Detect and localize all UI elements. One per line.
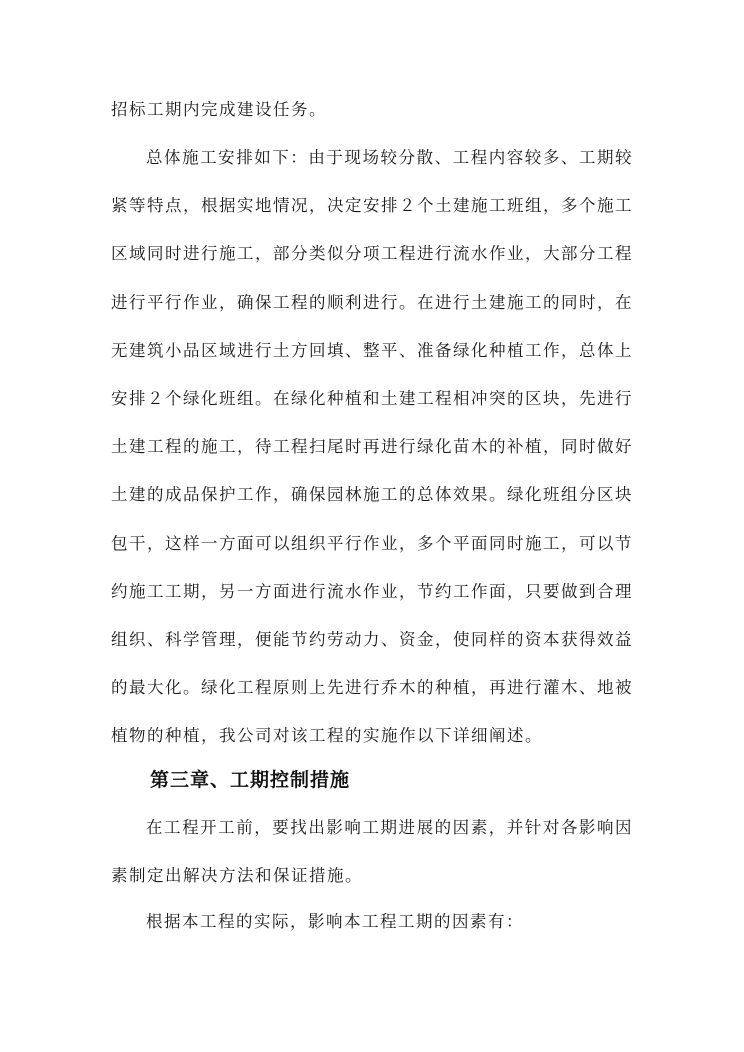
paragraph-schedule-factors-list-intro: 根据本工程的实际，影响本工程工期的因素有： [146,912,524,931]
chapter-heading: 第三章、工期控制措施 [150,769,351,791]
paragraph-schedule-factors-intro: 在工程开工前，要找出影响工期进展的因素，并针对各影响因素制定出解决方法和保证措施。 [111,818,633,886]
paragraph-construction-arrangement: 总体施工安排如下：由于现场较分散、工程内容较多、工期较紧等特点，根据实地情况，决定安排２个土建施工班组，多个施工区域同时进行施工，部分类似分项工程进行流水作业，大部分工程进行平行作业，确保工程的顺利进行。在进行土建施工的同时，在无建筑小品区域进行土方回填、整平、准备绿化种植工作，总体上安排２个绿化班组。在绿化种植和土建工程相冲突的区块，先进行土建工程的施工，待工程扫尾时再进行绿化苗木的补植，同时做好土建的成品保护工作，确保园林施工的总体效果。绿化班组分区块包干，这样一方面可以组织平行作业，多个平面同时施工，可以节约施工工期，另一方面进行流水作业，节约工作面，只要做到合理组织、科学管理，便能节约劳动力、资金，使同样的资本获得效益的最大化。绿化工程原则上先进行乔木的种植，再进行灌木、地被植物的种植，我公司对该工程的实施作以下详细阐述。 [111,148,633,746]
paragraph-continuation: 招标工期内完成建设任务。 [111,100,327,119]
